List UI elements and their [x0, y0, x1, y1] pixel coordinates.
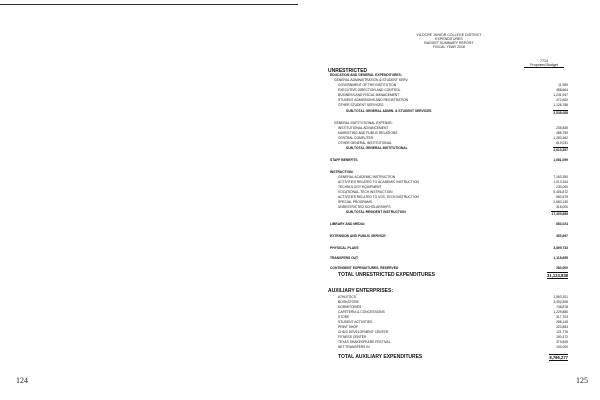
row-label: PHYSICAL PLANT:: [330, 246, 360, 250]
row-label: CHILD DEVELOPMENT CENTER: [338, 330, 389, 334]
row-value: 472,600: [556, 98, 568, 102]
row-label: DORMITORIES: [338, 305, 362, 309]
table-row: [330, 158, 572, 163]
row-label: STAFF BENEFITS: [330, 158, 358, 162]
row-label: PRINT SHOP: [338, 325, 359, 329]
subtotal-row: [330, 210, 572, 215]
row-value: 1,013,344: [553, 180, 568, 184]
table-row: [330, 345, 572, 350]
row-value: 235,845: [556, 126, 568, 130]
row-label: SUB-TOTAL GENERAL INSTITUTIONAL: [346, 146, 408, 150]
row-value: 2,680,130: [553, 200, 568, 204]
row-label: VOCATIONAL-TECH INSTRUCTION: [338, 190, 393, 194]
row-label: SUB-TOTAL GENERAL ADMIN. & STUDENT SERVICES: [346, 109, 432, 113]
row-value: 3,492,508: [553, 300, 568, 304]
row-value: 318,000: [556, 205, 568, 209]
table-row: [330, 103, 572, 108]
row-value: 1,280,362: [553, 136, 568, 140]
row-value: 1,241,947: [553, 93, 568, 97]
table-row: [330, 234, 572, 239]
row-value: 1,229,880: [553, 310, 568, 314]
row-value: 190,472: [556, 335, 568, 339]
row-label: GENERAL INSTITUTIONAL EXPENSE:: [334, 121, 393, 125]
row-value: 458,664: [556, 88, 568, 92]
total-unrestricted-row: [330, 271, 572, 279]
table-row: [330, 256, 572, 261]
report-year: FISCAL YEAR 2016: [433, 45, 465, 49]
row-value: 280,000: [556, 266, 568, 270]
row-value: 3,538,088: [553, 110, 568, 115]
row-label: STORE: [338, 315, 350, 319]
section-auxiliary: AUXILIARY ENTERPRISES:: [328, 288, 394, 294]
row-value: 7,163,390: [553, 175, 568, 179]
row-value: 17,409,685: [551, 211, 568, 216]
right-page: [298, 0, 600, 400]
row-value: 1,128,768: [553, 103, 568, 107]
subtotal-row: [330, 146, 572, 151]
row-value: 1,681,099: [553, 158, 568, 162]
row-label: LIBRARY AND MEDIA:: [330, 222, 366, 226]
row-label: TRANSFERS OUT: [330, 256, 359, 260]
row-label: ACTIVITIES RELATED TO VOC-TECH INSTRUCTION: [338, 195, 419, 199]
row-value: 960,579: [556, 195, 568, 199]
row-label: TEXAS SHAKESPEARE FESTIVAL: [338, 340, 391, 344]
row-value: 121,776: [556, 330, 568, 334]
row-value: 683,024: [556, 222, 568, 226]
row-label: TECHNOLOGY EQUIPMENT: [338, 185, 382, 189]
row-label: INSTITUTIONAL ADVANCEMENT: [338, 126, 389, 130]
column-header: [524, 59, 564, 68]
row-label: SPECIAL PROGRAMS: [338, 200, 372, 204]
row-label: STUDENT ACTIVITIES: [338, 320, 373, 324]
row-label: EDUCATION AND GENERAL EXPENDITURES:: [330, 73, 402, 77]
row-label: NET TRANSFERS IN: [338, 345, 370, 349]
row-value: 379,828: [556, 340, 568, 344]
section-unrestricted: UNRESTRICTED: [328, 68, 368, 74]
row-label: CENTRAL COMPUTER: [338, 136, 374, 140]
row-value: 8,766,277: [549, 355, 568, 360]
row-label: ATHLETICS: [338, 295, 356, 299]
row-label: STUDENT ADMISSIONS AND REGISTRATION: [338, 98, 409, 102]
report-title: EXPENDITURES: [435, 37, 463, 41]
row-label: FITNESS CENTER: [338, 335, 367, 339]
left-page: [0, 0, 298, 400]
row-value: 320,853: [556, 325, 568, 329]
table-row: [330, 246, 572, 251]
table-row: [330, 222, 572, 227]
row-value: 31,124,838: [547, 273, 568, 278]
row-value: 1,563,201: [553, 295, 568, 299]
report-district: VILOCRE JUNIOR COLLEGE DISTRICT: [416, 33, 482, 37]
row-value: 1,118,655: [553, 256, 568, 260]
row-label: MARKETING AND PUBLIC RELATIONS: [338, 131, 398, 135]
row-label: GOVERNMENT OF THE INSTITUTION: [338, 83, 397, 87]
row-value: 230,000: [556, 185, 568, 189]
row-label: SUB-TOTAL RESIDENT INSTRUCTION: [346, 210, 406, 214]
column-header-line1: 7714: [540, 59, 548, 63]
page-number-left: 124: [16, 376, 28, 385]
row-value: 317,703: [556, 315, 568, 319]
row-label: CONTINGENT EXPENDITURES, RESERVED: [330, 266, 399, 270]
row-value: 748,878: [556, 305, 568, 309]
row-label: TOTAL UNRESTRICTED EXPENDITURES: [338, 272, 435, 278]
row-value: 288,148: [556, 320, 568, 324]
row-label: EXECUTIVE DIRECTION AND CONTROL: [338, 88, 401, 92]
row-label: OTHER STUDENT SERVICES: [338, 103, 384, 107]
row-label: GENERAL ACADEMIC INSTRUCTION: [338, 175, 396, 179]
top-rule: [0, 4, 298, 5]
row-value: 353,697: [556, 234, 568, 238]
row-label: INSTRUCTION:: [330, 170, 354, 174]
row-value: 5,406,872: [553, 190, 568, 194]
row-value: 3,899,733: [553, 246, 568, 250]
row-label: EXTENSION AND PUBLIC SERVICE:: [330, 234, 387, 238]
row-value: 2,613,597: [553, 147, 568, 152]
row-value: 488,759: [556, 131, 568, 135]
column-header-line2: Proposed Budget: [524, 63, 564, 68]
row-label: GENERAL ADMINISTRATION & STUDENT SERV.: [334, 78, 409, 82]
subtotal-row: [330, 109, 572, 114]
row-value: 11,959: [558, 83, 568, 87]
row-value: 100,000: [556, 345, 568, 349]
row-value: 619,031: [556, 141, 568, 145]
row-label: BUSINESS AND FISCAL MANAGEMENT: [338, 93, 400, 97]
row-label: CAFETERIA & CONCESSIONS: [338, 310, 385, 314]
page-number-right: 125: [576, 376, 588, 385]
report-subtitle: BUDGET SUMMARY REPORT: [424, 41, 474, 45]
row-label: OTHER GENERAL INSTITUTIONAL: [338, 141, 392, 145]
total-auxiliary-row: [330, 353, 572, 361]
row-label: ACTIVITIES RELATED TO ACADEMIC INSTRUCTION: [338, 180, 419, 184]
row-label: TOTAL AUXILIARY EXPENDITURES: [338, 354, 423, 360]
row-label: UNRESTRICTED SCHOLARSHIPS: [338, 205, 391, 209]
row-label: BOOKSTORE: [338, 300, 359, 304]
